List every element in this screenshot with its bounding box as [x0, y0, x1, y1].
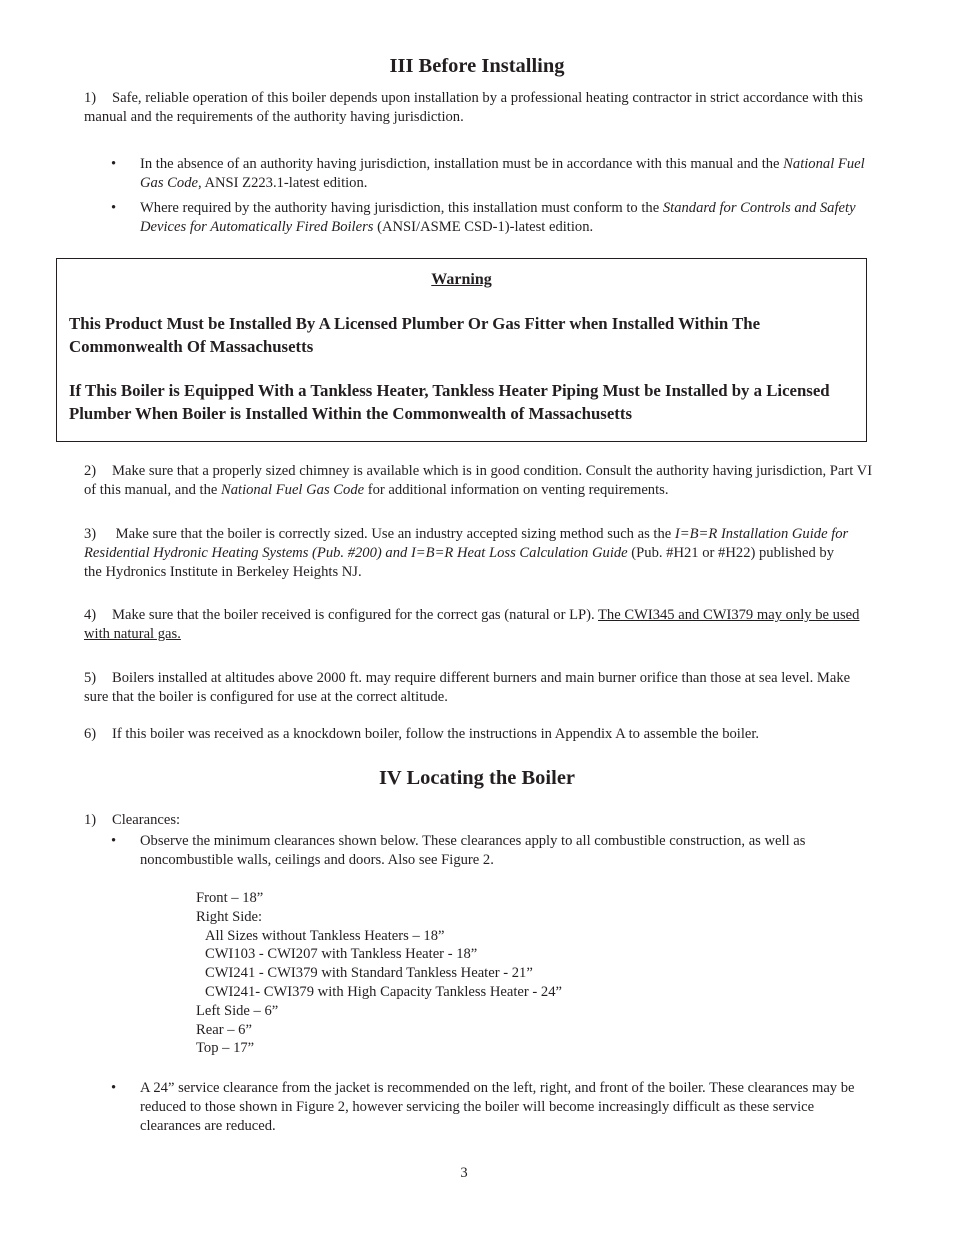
item-number: 5) — [84, 670, 97, 686]
item-text: Make sure that a properly sized chimney is available which is in good condition. Consult the authority having jurisdiction, Part VI of this manual, and the — [84, 463, 873, 498]
section3-item-6 — [84, 725, 874, 744]
bullet-italic-text: National Fuel Gas Code — [140, 156, 865, 191]
item-text: Safe, reliable operation of this boiler depends upon installation by a professional heating contractor in strict accordance with this manual and the requirements of the authority having jurisdiction. — [84, 90, 863, 125]
item-number: 1) — [84, 90, 97, 106]
item-text: (Pub. #H21 or #H22) published by the Hydronics Institute in Berkeley Heights NJ. — [84, 545, 834, 580]
bullet-italic-text: Standard for Controls and Safety Devices for Automatically Fired Boilers — [140, 200, 856, 235]
clearance-list — [196, 889, 696, 1058]
warning-box — [56, 258, 867, 442]
item-number: 1) — [84, 812, 97, 828]
section3-item-5 — [84, 669, 864, 707]
clearance-right-side: Right Side: — [196, 908, 263, 925]
section3-item-1 — [84, 89, 874, 127]
item-number: 3) — [84, 526, 97, 542]
section3-item-3 — [84, 525, 854, 582]
bullet-item-service-clearance — [84, 1079, 874, 1136]
bullet-text: (ANSI/ASME CSD-1)-latest edition. — [373, 219, 594, 235]
bullet-item-minimum-clearances — [84, 832, 874, 870]
section3-bullet-list — [84, 155, 874, 237]
clearance-right-cwi103-207: CWI103 - CWI207 with Tankless Heater - 18” — [205, 946, 478, 963]
section4-bullet-list-2 — [84, 1079, 874, 1136]
item-text: for additional information on venting requirements. — [364, 482, 669, 498]
bullet-icon: • — [111, 1080, 117, 1096]
section-heading-locating-the-boiler: IV Locating the Boiler — [378, 767, 576, 789]
bullet-item-fuel-gas-code — [84, 155, 874, 193]
clearance-top: Top – 17” — [196, 1040, 255, 1057]
bullet-text: , ANSI Z223.1-latest edition. — [197, 175, 368, 191]
item-text: If this boiler was received as a knockdown boiler, follow the instructions in Appendix A to assemble the boiler. — [112, 726, 760, 742]
clearance-front: Front – 18” — [196, 890, 264, 906]
section3-item-4 — [84, 606, 874, 644]
bullet-icon: • — [111, 156, 117, 172]
bullet-text: A 24” service clearance from the jacket is recommended on the left, right, and front of the boiler. These clearances may be reduced to those shown in Figure 2, however servicing the boiler will become increasingly difficult as these service clearances are reduced. — [140, 1080, 855, 1134]
warning-paragraph-tankless-heater: If This Boiler is Equipped With a Tankless Heater, Tankless Heater Piping Must be Installed by a Licensed Plumber When Boiler is Installed Within the Commonwealth of Massachusetts — [69, 381, 830, 423]
item-number: 4) — [84, 607, 97, 623]
page-number: 3 — [460, 1165, 468, 1181]
item-underlined-text: The CWI345 and CWI379 may only be used with natural gas. — [84, 607, 860, 642]
section4-bullet-list-1 — [84, 832, 874, 870]
bullet-icon: • — [111, 200, 117, 216]
bullet-item-csd1 — [84, 199, 874, 237]
bullet-icon: • — [111, 833, 117, 849]
clearance-right-cwi241-379-standard: CWI241 - CWI379 with Standard Tankless Heater - 21” — [205, 965, 533, 982]
item-number: 6) — [84, 726, 97, 742]
item-number: 2) — [84, 463, 97, 479]
clearance-right-no-tankless: All Sizes without Tankless Heaters – 18” — [205, 927, 445, 944]
bullet-text: In the absence of an authority having jurisdiction, installation must be in accordance with this manual and the — [140, 156, 784, 172]
section3-item-2 — [84, 462, 874, 500]
section4-item-1 — [84, 811, 874, 830]
item-italic-text: I=B=R Installation Guide for Residential Hydronic Heating Systems (Pub. #200) and I=B=R Heat Loss Calculation Guide — [84, 526, 849, 561]
item-text: Make sure that the boiler is correctly sized. Use an industry accepted sizing method such as the — [112, 526, 675, 542]
item-text: Clearances: — [112, 812, 181, 828]
warning-paragraph-licensed-plumber: This Product Must be Installed By A Licensed Plumber Or Gas Fitter when Installed Within The Commonwealth Of Massachusetts — [69, 314, 761, 356]
bullet-text: Where required by the authority having jurisdiction, this installation must conform to the — [140, 200, 663, 216]
section-heading-before-installing: III Before Installing — [389, 55, 565, 77]
clearance-rear: Rear – 6” — [196, 1021, 252, 1038]
item-italic-text: National Fuel Gas Code — [221, 482, 365, 498]
warning-title: Warning — [431, 271, 492, 288]
item-text: Boilers installed at altitudes above 2000 ft. may require different burners and main burner orifice than those at sea level. Make sure that the boiler is configured for use at the correct altitude. — [84, 670, 851, 705]
item-text: Make sure that the boiler received is configured for the correct gas (natural or LP). — [112, 607, 598, 623]
bullet-text: Observe the minimum clearances shown below. These clearances apply to all combustible construction, as well as noncombustible walls, ceilings and doors. Also see Figure 2. — [140, 833, 806, 868]
clearance-right-cwi241-379-high-capacity: CWI241- CWI379 with High Capacity Tankless Heater - 24” — [205, 983, 562, 1000]
clearance-left-side: Left Side – 6” — [196, 1002, 279, 1019]
